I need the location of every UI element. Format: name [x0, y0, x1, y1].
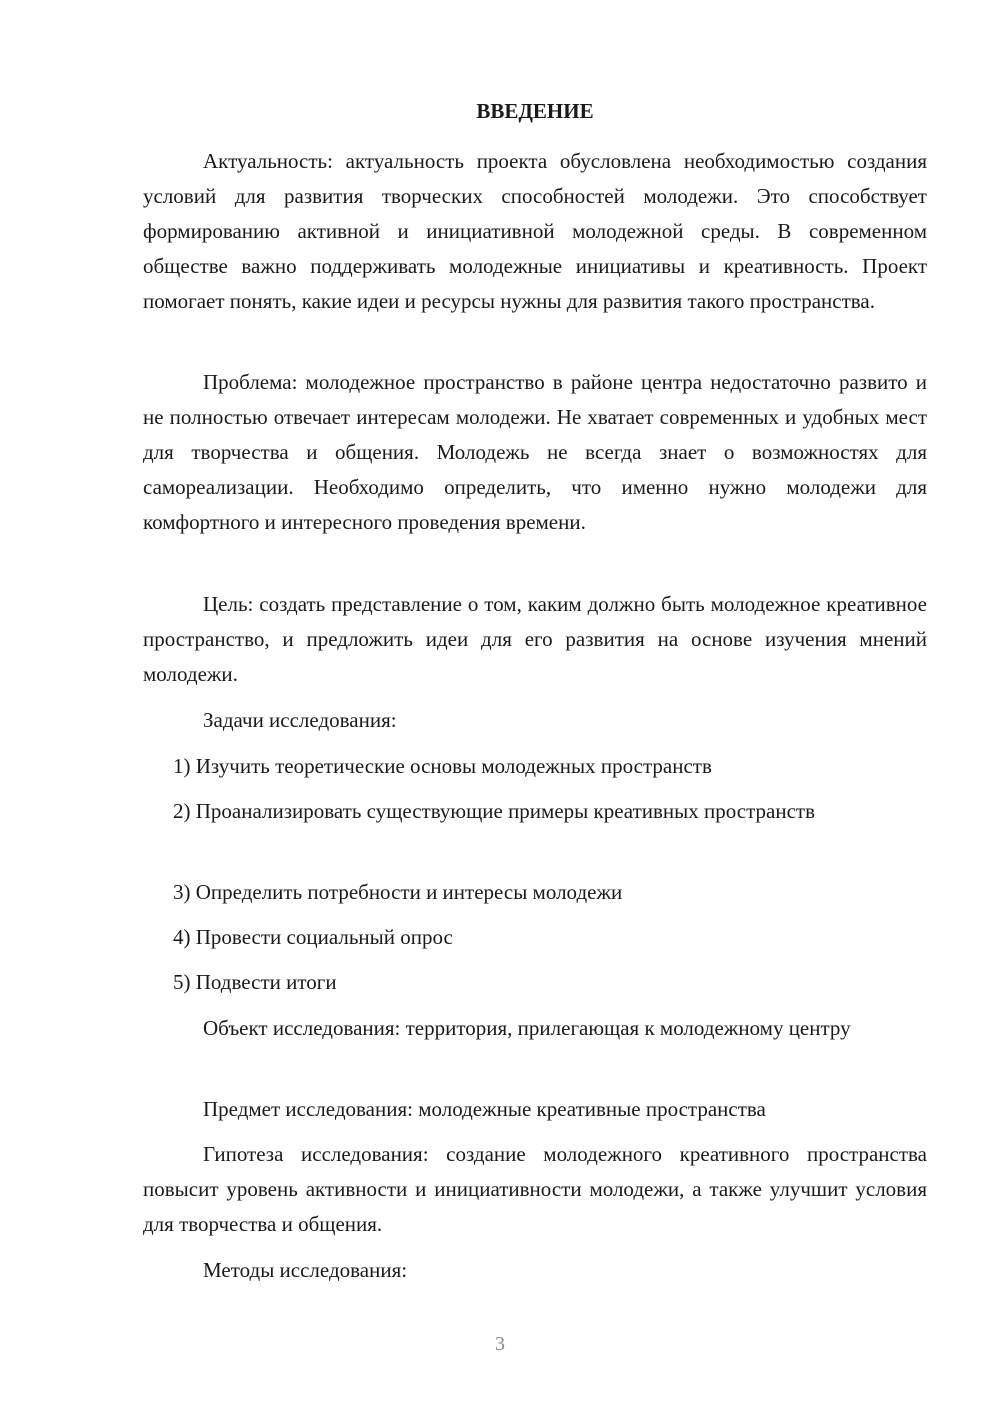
paragraph-object: Объект исследования: территория, прилегающая к молодежному центру: [203, 1016, 851, 1040]
page-number: 3: [495, 1333, 505, 1355]
paragraph-methods-heading: Методы исследования:: [203, 1258, 408, 1282]
paragraph-tasks-heading: Задачи исследования:: [203, 708, 397, 732]
list-item-task-1: 1) Изучить теоретические основы молодежных пространств: [173, 754, 712, 778]
page-title: ВВЕДЕНИЕ: [476, 99, 594, 123]
list-item-task-2: 2) Проанализировать существующие примеры креативных пространств: [173, 799, 815, 823]
paragraph-problem: Проблема: молодежное пространство в районе центра недостаточно развито и не полностью отвечает интересам молодежи. Не хватает современных и удобных мест для творчества и общения. Молодежь не всегда знает о возможностях для самореализации. Необходимо определить, что именно нужно молодежи для комфортного и интересного проведения времени.: [143, 370, 927, 534]
paragraph-hypothesis: Гипотеза исследования: создание молодежного креативного пространства повысит уровень активности и инициативности молодежи, а также улучшит условия для творчества и общения.: [143, 1142, 927, 1236]
list-item-task-3: 3) Определить потребности и интересы молодежи: [173, 880, 623, 904]
paragraph-goal: Цель: создать представление о том, каким должно быть молодежное креативное пространство, и предложить идеи для его развития на основе изучения мнений молодежи.: [143, 592, 927, 686]
list-item-task-5: 5) Подвести итоги: [173, 970, 337, 994]
list-item-task-4: 4) Провести социальный опрос: [173, 925, 453, 949]
paragraph-relevance: Актуальность: актуальность проекта обусловлена необходимостью создания условий для развития творческих способностей молодежи. Это способствует формированию активной и инициативной молодежной среды. В современном обществе важно поддерживать молодежные инициативы и креативность. Проект помогает понять, какие идеи и ресурсы нужны для развития такого пространства.: [143, 149, 927, 313]
paragraph-subject: Предмет исследования: молодежные креативные пространства: [203, 1097, 766, 1121]
